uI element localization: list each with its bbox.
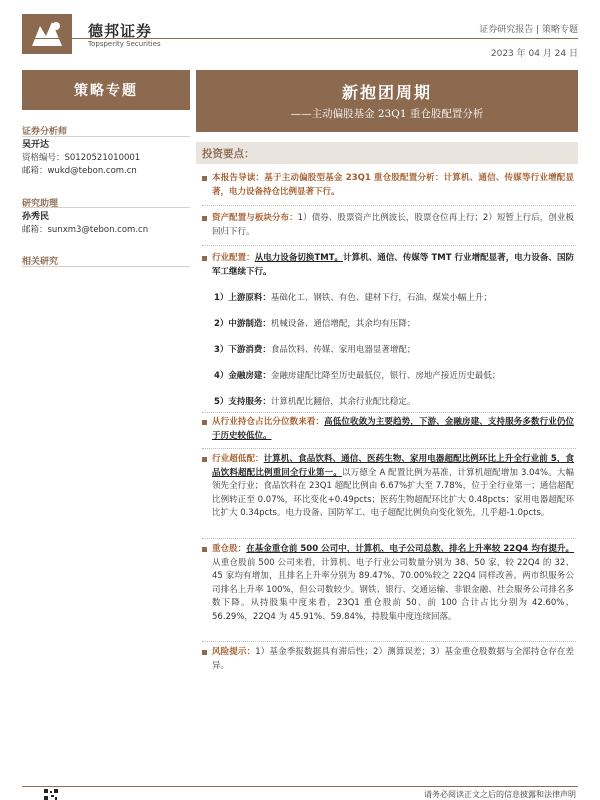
bullet-top-holdings — [202, 543, 574, 624]
analyst-section-title: 证券分析师 — [22, 127, 68, 137]
sidebar-divider — [22, 207, 190, 208]
sidebar-divider — [22, 136, 190, 137]
bullet-marker — [202, 176, 207, 181]
dotted-divider — [202, 245, 576, 246]
bullet-marker — [202, 547, 207, 552]
dotted-divider — [202, 538, 576, 539]
title-banner — [196, 70, 578, 132]
bullet-highlight: 高低位收敛为主要趋势，下游、金融房建、支持服务多数行业仍位于历史较低位。 — [212, 417, 574, 441]
assistant-email[interactable]: 邮箱：sunxm3@tebon.com.cn — [22, 225, 149, 235]
bullet-industry-overweight — [202, 453, 574, 521]
bullet-highlight: 在基金重仓前 500 公司中，计算机、电子公司总数、排名上升率较 22Q4 均有提升。 — [246, 544, 574, 554]
sub-item-text: 金融房建配比降至历史最低位，银行、房地产接近历史最低； — [270, 371, 501, 381]
bullet-text: 从重仓股前 500 公司来看，计算机、电子行业公司数量分别为 38、50 家，较 22Q4 的 32、45 家均有增加，且排名上升率分别为 89.47%、70.00%较之 22Q4 同样改善。两市织服务公司排名上升率 100%，但公司数较少。钢铁、银行、交通运输、非银金融、社会服务公司排名多数下降。从持股集中度来看，23Q1 重仓股前 50、前 100 合计占比分别为 42.60%、56.29%，22Q4 为 45.91%、59.84%，持股集中度连续回落。 — [212, 557, 574, 622]
bullet-industry-percentile — [202, 416, 574, 443]
bullet-report-guide — [202, 172, 574, 199]
sidebar-divider — [22, 266, 190, 267]
bullet-text: 以万德全 A 配置比例为基准，计算机超配增加 3.04%。大幅领先全行业；食品饮料在 23Q1 超配比例由 6.67%扩大至 7.78%，位于全行业第一；通信超配比例转正至 0.07%，环比变化+0.49pcts；医药生物超配环比扩大 0.48pcts；家用电器超配环比扩大 0.34pcts。电力设备、国防军工、电子超配比例负向变化领先，几乎超-1.0pcts。 — [212, 467, 574, 518]
bullet-industry-allocation — [202, 252, 574, 279]
bullet-text: 计算机、通信、传媒等 TMT 行业增配显著，电力设备、国防军工继续下行。 — [212, 253, 574, 277]
bullet-marker — [202, 420, 207, 425]
dotted-divider — [202, 641, 576, 642]
sub-item-finance-realestate — [214, 370, 576, 383]
sub-item-upstream — [214, 292, 576, 305]
page-title: 新抱团周期 — [341, 83, 432, 102]
report-type-banner: 策略专题 — [22, 70, 190, 110]
bullet-risk-warning — [202, 646, 574, 673]
keypoints-header — [196, 142, 578, 164]
sub-item-text: 计算机配比翻倍，其余行业配比稳定。 — [270, 397, 416, 407]
assistant-section-title: 研究助理 — [22, 199, 59, 209]
sub-item-label: 2）中游制造： — [214, 319, 271, 329]
bullet-highlight: 从电力设备切换TMT。 — [254, 253, 344, 263]
report-date: 2023 年 04 月 24 日 — [490, 49, 578, 59]
analyst-email[interactable]: 邮箱：wukd@tebon.com.cn — [22, 166, 137, 176]
dotted-divider — [202, 448, 576, 449]
bullet-highlight: 计算机、食品饮料、通信、医药生物、家用电器超配比例环比上升全行业前 5，食品饮料超配比例重回全行业第一。 — [212, 454, 574, 478]
bullet-lead: 重仓股： — [212, 544, 247, 554]
analyst-name: 吴开达 — [22, 140, 50, 150]
sub-item-support-services — [214, 396, 576, 409]
brand-english-name: Topsperity Securities — [88, 40, 161, 48]
sub-item-text: 基础化工、钢铁、有色、建材下行，石油、煤炭小幅上升； — [270, 293, 492, 303]
bullet-marker — [202, 256, 207, 261]
sub-item-label: 3）下游消费： — [214, 345, 271, 355]
assistant-name: 孙秀民 — [22, 212, 50, 222]
brand-name: 德邦证券 — [88, 22, 153, 40]
bullet-lead: 行业超低配： — [212, 454, 264, 464]
keypoints-title: 投资要点： — [202, 148, 255, 160]
header-divider — [22, 38, 578, 39]
bullet-marker — [202, 216, 207, 221]
analyst-cert: 资格编号：S0120521010001 — [22, 153, 141, 163]
bullet-text: 1）基金季报数据具有滞后性；2）测算误差；3）基金重仓股数据与全部持仓存在差异。 — [212, 647, 574, 671]
bullet-lead: 本报告导读： — [212, 173, 265, 183]
sub-item-label: 4）金融房建： — [214, 371, 271, 381]
sub-item-midstream — [214, 318, 576, 331]
bullet-marker — [202, 650, 207, 655]
sub-item-text: 食品饮料、传媒、家用电器显著增配； — [270, 345, 416, 355]
footer-divider — [22, 786, 578, 787]
report-category: 证券研究报告 | 策略专题 — [479, 25, 578, 35]
related-research-title: 相关研究 — [22, 257, 59, 267]
sub-item-text: 机械设备、通信增配，其余均有压降； — [270, 319, 416, 329]
dotted-divider — [202, 412, 576, 413]
bullet-text: 基于主动偏股型基金 23Q1 重仓股配置分析：计算机、通信、传媒等行业增配显著，电力设备持仓比例显著下行。 — [212, 173, 574, 197]
dotted-divider — [202, 205, 576, 206]
sub-item-label: 1）上游原料： — [214, 293, 271, 303]
disclaimer-note: 请务必阅读正文之后的信息披露和法律声明 — [424, 790, 576, 799]
bullet-lead: 资产配置与板块分布： — [212, 213, 298, 223]
page-subtitle: ——主动偏股基金 23Q1 重仓股配置分析 — [290, 108, 484, 120]
bullet-lead: 风险提示： — [212, 647, 256, 657]
company-logo — [22, 14, 72, 54]
bullet-lead: 行业配置： — [212, 253, 255, 263]
bullet-asset-allocation — [202, 212, 574, 239]
bullet-lead: 从行业持仓占比分位数来看： — [212, 417, 325, 427]
qr-code-icon — [44, 789, 58, 800]
bullet-text: 1）债券、股票资产比例波长，股票仓位再上行；2）短暂上行后，创业板回归下行。 — [212, 213, 574, 237]
bullet-marker — [202, 457, 207, 462]
sub-item-downstream — [214, 344, 576, 357]
sub-item-label: 5）支持服务： — [214, 397, 271, 407]
